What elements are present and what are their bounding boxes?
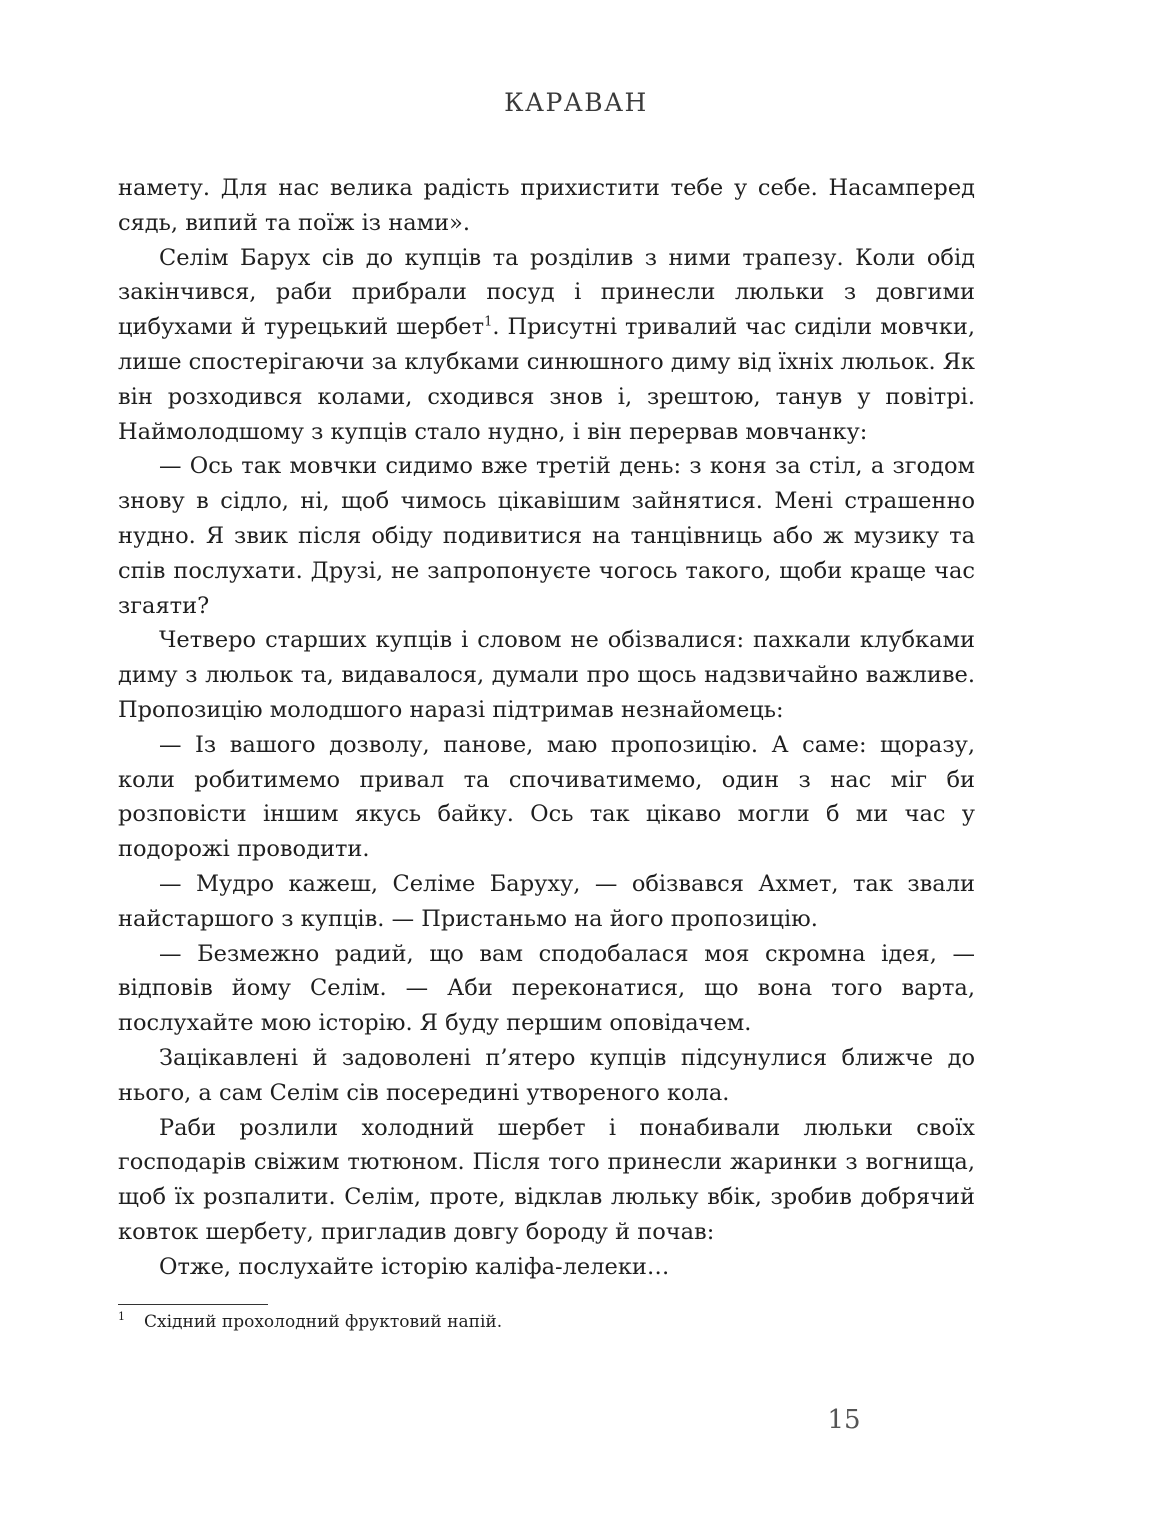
footnote: 1 Східний прохолодний фруктовий напій. xyxy=(118,1310,503,1332)
paragraph: — Мудро кажеш, Селіме Баруху, — обізвався Ахмет, так звали найстаршого з купців. — Пристаньмо на його пропозицію. xyxy=(118,870,975,932)
paragraph: Селім Барух сів до купців та розділив з ними трапезу. Коли обід закінчився, раби прибрали посуд і принесли люльки з довгими цибухами й турецький шербет$^1$. Присутні тривалий час сиділи мовчки, лише спостерігаючи за клубками синюшного диму від їхніх люльок. Як він розходився колами, сходився знов і, зрештою, танув у повітрі. Наймолодшому з купців стало нудно, і він перервав мовчанку: xyxy=(118,244,975,445)
paragraph: — Безмежно радий, що вам сподобалася моя скромна ідея, — відповів йому Селім. — Аби переконатися, що вона того варта, послухайте мою історію. Я буду першим оповідачем. xyxy=(118,940,975,1037)
paragraph: Зацікавлені й задоволені п’ятеро купців підсунулися ближче до нього, а сам Селім сів посередині утвореного кола. xyxy=(118,1044,975,1106)
paragraph: Отже, послухайте історію каліфа-лелеки… xyxy=(159,1253,670,1280)
running-title: КАРАВАН xyxy=(504,88,648,117)
paragraph-text: Присутні тривалий час сиділи мовчки, лише спостерігаючи за клубками синюшного диму від їхніх люльок. Як він розходився колами, сходився знов і, зрештою, танув у повітрі. Наймолодшому з купців стало нудно, і він перервав мовчанку: xyxy=(118,314,975,445)
paragraph: намету. Для нас велика радість прихистити тебе у себе. Насамперед сядь, випий та поїж із нами». xyxy=(118,175,975,236)
page-number: 15 xyxy=(827,1405,861,1435)
body-text xyxy=(118,171,975,1285)
footnote-text: Східний прохолодний фруктовий напій. xyxy=(144,1312,503,1332)
footnote-reference[interactable]: 1 xyxy=(484,314,493,330)
footnote-divider xyxy=(118,1304,268,1305)
paragraph-text: Селім Барух сів до купців та розділив з ними трапезу. Коли обід закінчився, раби прибрали посуд і принесли люльки з довгими цибухами й турецький шербет xyxy=(118,244,975,341)
paragraph: — Ось так мовчки сидимо вже третій день: з коня за стіл, а згодом знову в сідло, ні, щоб чимось цікавішим зайнятися. Мені страшенно нудно. Я звик після обіду подивитися на танцівниць або ж музику та спів послухати. Друзі, не запропонуєте чогось такого, щоби краще час згаяти? xyxy=(118,453,975,619)
paragraph: — Із вашого дозволу, панове, маю пропозицію. А саме: щоразу, коли робитимемо привал та спочиватимемо, один з нас міг би розповісти іншим якусь байку. Ось так цікаво могли б ми час у подорожі проводити. xyxy=(118,731,975,863)
paragraph: Раби розлили холодний шербет і понабивали люльки своїх господарів свіжим тютюном. Після того принесли жаринки з вогнища, щоб їх розпалити. Селім, проте, відклав люльку вбік, зробив добрячий ковток шербету, пригладив довгу бороду й почав: xyxy=(118,1114,975,1245)
paragraph: Четверо старших купців і словом не обізвалися: пахкали клубками диму з люльок та, видавалося, думали про щось надзвичайно важливе. Пропозицію молодшого наразі підтримав незнайомець: xyxy=(118,627,975,723)
